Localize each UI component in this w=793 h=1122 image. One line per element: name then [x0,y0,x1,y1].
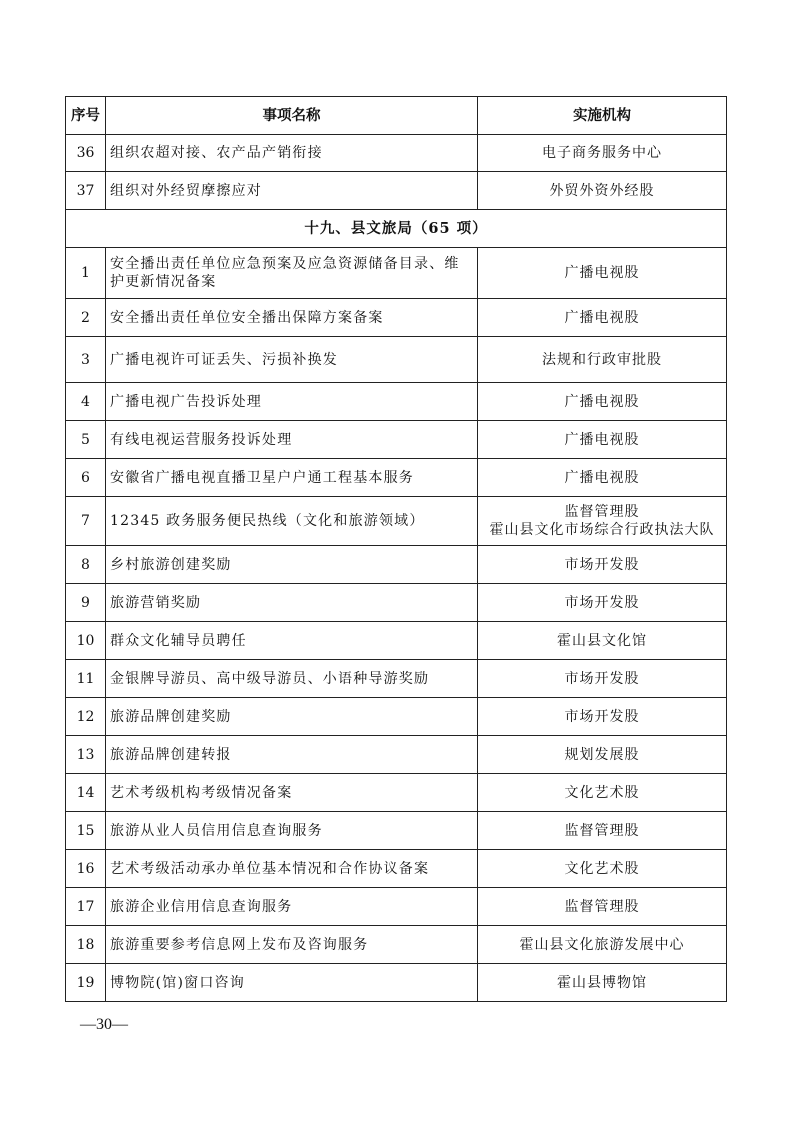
table-row [66,584,727,622]
table-row [66,459,727,497]
row-agency: 市场开发股 [478,584,727,622]
row-number: 7 [66,497,106,546]
row-item-name: 旅游品牌创建奖励 [106,698,478,736]
row-number: 17 [66,888,106,926]
header-serial-number: 序号 [66,97,106,135]
row-agency: 广播电视股 [478,459,727,497]
row-item-name: 组织农超对接、农产品产销衔接 [106,135,478,172]
table-row [66,698,727,736]
row-agency: 霍山县文化馆 [478,622,727,660]
row-agency: 广播电视股 [478,383,727,421]
row-agency: 法规和行政审批股 [478,337,727,383]
table-header-row [66,97,727,135]
row-number: 14 [66,774,106,812]
row-number: 10 [66,622,106,660]
row-item-name: 12345 政务服务便民热线（文化和旅游领域） [106,497,478,546]
row-item-name: 广播电视广告投诉处理 [106,383,478,421]
row-item-name: 群众文化辅导员聘任 [106,622,478,660]
row-agency: 广播电视股 [478,248,727,299]
row-item-name: 艺术考级活动承办单位基本情况和合作协议备案 [106,850,478,888]
row-number: 9 [66,584,106,622]
row-agency: 广播电视股 [478,421,727,459]
row-agency-line: 霍山县文化市场综合行政执法大队 [489,522,715,538]
table-row [66,299,727,337]
table-row [66,497,727,546]
row-number: 11 [66,660,106,698]
row-item-name: 旅游从业人员信用信息查询服务 [106,812,478,850]
row-agency: 监督管理股 [478,812,727,850]
row-number: 13 [66,736,106,774]
table-row [66,964,727,1002]
row-number: 18 [66,926,106,964]
row-item-name: 艺术考级机构考级情况备案 [106,774,478,812]
row-agency-line: 监督管理股 [564,504,640,520]
table-row [66,383,727,421]
row-number: 15 [66,812,106,850]
row-item-name: 旅游品牌创建转报 [106,736,478,774]
row-item-name: 旅游企业信用信息查询服务 [106,888,478,926]
row-number: 2 [66,299,106,337]
row-number: 8 [66,546,106,584]
row-item-name: 安全播出责任单位安全播出保障方案备案 [106,299,478,337]
row-item-name: 组织对外经贸摩擦应对 [106,172,478,210]
row-item-name: 广播电视许可证丢失、污损补换发 [106,337,478,383]
row-number: 6 [66,459,106,497]
table-row [66,546,727,584]
table-row [66,421,727,459]
table-row [66,248,727,299]
row-agency: 市场开发股 [478,546,727,584]
row-item-name: 有线电视运营服务投诉处理 [106,421,478,459]
header-item-name: 事项名称 [106,97,478,135]
row-agency: 监督管理股 [478,888,727,926]
row-number: 19 [66,964,106,1002]
table-row [66,850,727,888]
row-agency: 电子商务服务中心 [478,135,727,172]
row-agency: 市场开发股 [478,698,727,736]
table-row [66,622,727,660]
row-number: 37 [66,172,106,210]
row-agency: 文化艺术股 [478,774,727,812]
table-row [66,888,727,926]
table-row [66,337,727,383]
header-implementing-agency: 实施机构 [478,97,727,135]
table-row [66,812,727,850]
row-number: 36 [66,135,106,172]
row-agency [478,497,727,546]
row-number: 5 [66,421,106,459]
section-header-row [66,210,727,248]
row-item-name: 安全播出责任单位应急预案及应急资源储备目录、维护更新情况备案 [106,248,478,299]
row-number: 16 [66,850,106,888]
table-row [66,172,727,210]
row-agency: 霍山县文化旅游发展中心 [478,926,727,964]
table-row [66,660,727,698]
row-agency: 外贸外资外经股 [478,172,727,210]
row-number: 4 [66,383,106,421]
row-item-name: 安徽省广播电视直播卫星户户通工程基本服务 [106,459,478,497]
section-title: 十九、县文旅局（65 项） [66,210,727,248]
row-number: 3 [66,337,106,383]
row-number: 12 [66,698,106,736]
page-number: —30— [80,1016,128,1033]
table-row [66,736,727,774]
row-item-name: 博物院(馆)窗口咨询 [106,964,478,1002]
row-agency: 规划发展股 [478,736,727,774]
table-row [66,926,727,964]
service-table [65,96,727,1002]
row-agency: 文化艺术股 [478,850,727,888]
table-body [66,135,727,1002]
row-agency: 市场开发股 [478,660,727,698]
row-agency: 霍山县博物馆 [478,964,727,1002]
row-item-name: 旅游营销奖励 [106,584,478,622]
row-number: 1 [66,248,106,299]
row-item-name: 金银牌导游员、高中级导游员、小语种导游奖励 [106,660,478,698]
row-item-name: 旅游重要参考信息网上发布及咨询服务 [106,926,478,964]
row-agency: 广播电视股 [478,299,727,337]
table-row [66,774,727,812]
row-item-name: 乡村旅游创建奖励 [106,546,478,584]
table-row [66,135,727,172]
